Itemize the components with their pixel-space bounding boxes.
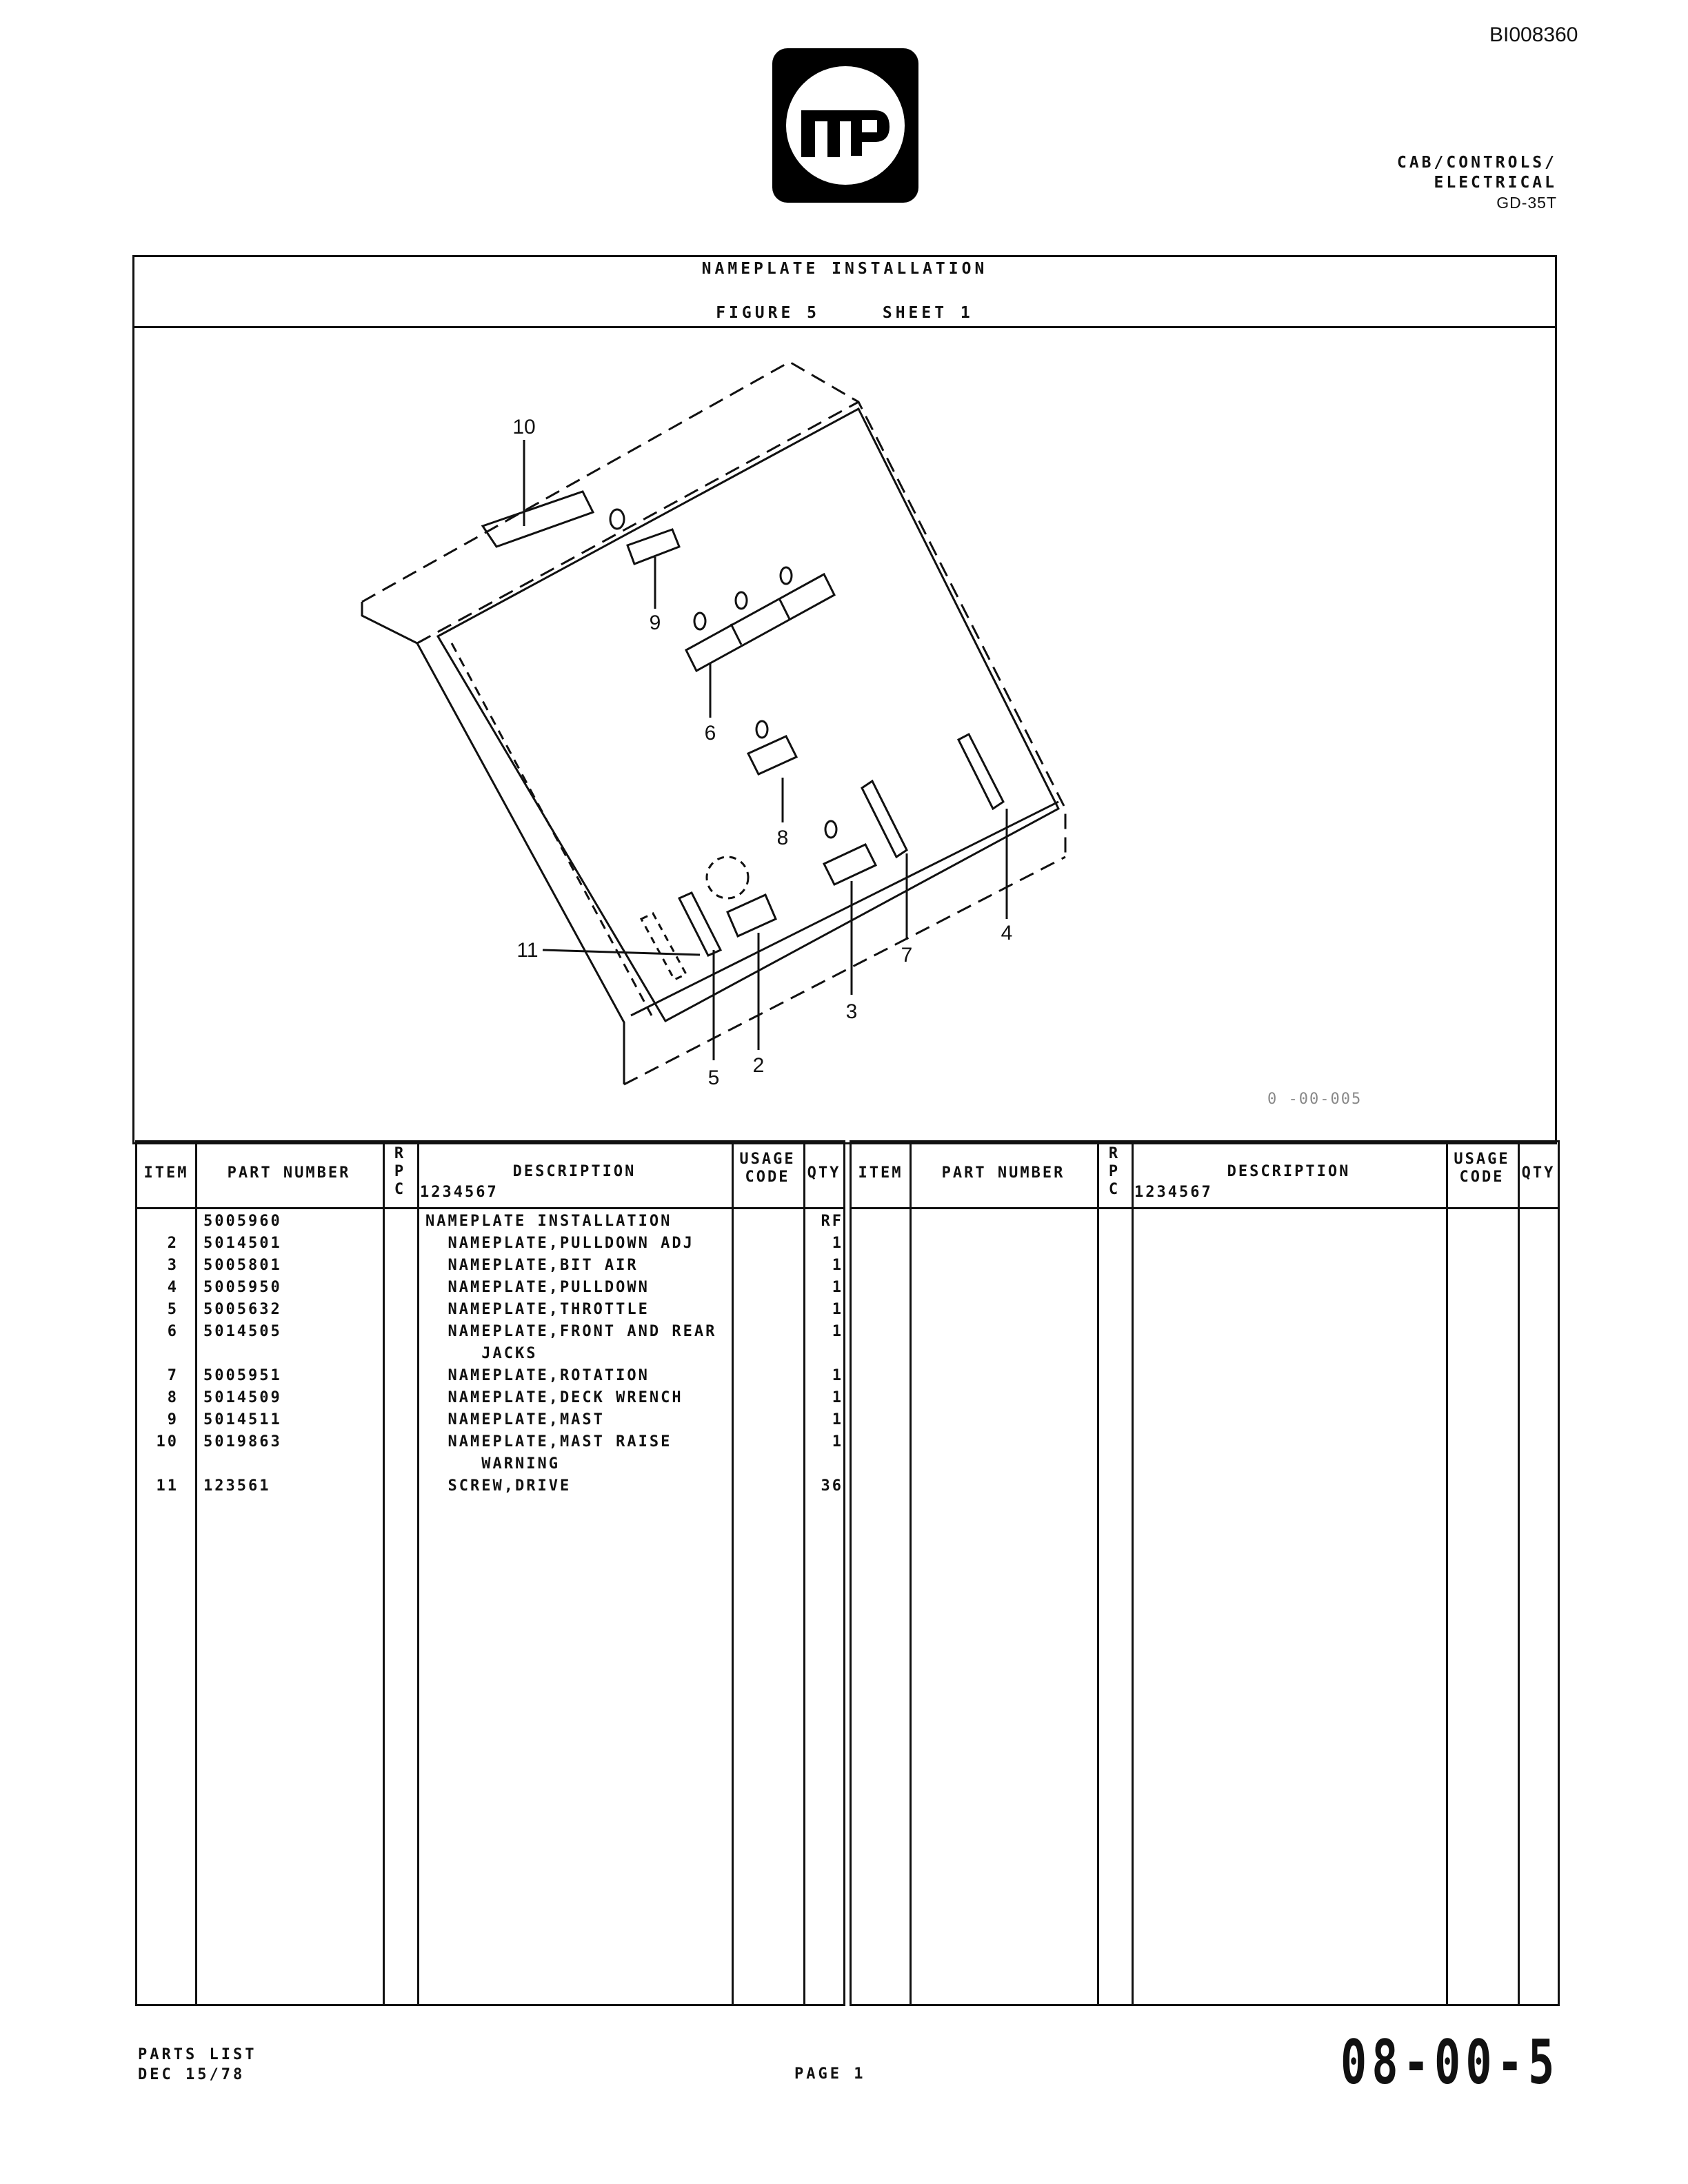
part-number: 5005951 [203, 1367, 282, 1384]
document-id: BI008360 [1489, 23, 1578, 46]
quantity: RF [821, 1213, 843, 1230]
header-rpc: R P C [1108, 1145, 1121, 1198]
figure-frame [132, 255, 1557, 1144]
quantity: 1 [832, 1279, 843, 1296]
description: SCREW,DRIVE [425, 1477, 572, 1495]
parts-table-right [850, 1140, 1560, 2006]
part-number: 5005960 [203, 1213, 282, 1230]
table-row [137, 1433, 843, 1455]
illustration-code: 0 -00-005 [1267, 1091, 1363, 1108]
part-number: 5014511 [203, 1411, 282, 1428]
table-row [137, 1323, 843, 1345]
item-number: 4 [167, 1279, 179, 1296]
description: NAMEPLATE,BIT AIR [425, 1257, 639, 1274]
part-number: 5014505 [203, 1323, 282, 1340]
item-number: 8 [167, 1389, 179, 1406]
description: NAMEPLATE,FRONT AND REAR [425, 1323, 717, 1340]
header-item: ITEM [858, 1164, 903, 1182]
description: NAMEPLATE,THROTTLE [425, 1301, 650, 1318]
description: NAMEPLATE,ROTATION [425, 1367, 650, 1384]
quantity: 1 [832, 1433, 843, 1450]
table-row [137, 1213, 843, 1235]
header-description: DESCRIPTION [1227, 1163, 1351, 1180]
table-row [137, 1411, 843, 1433]
description: NAMEPLATE,MAST RAISE [425, 1433, 672, 1450]
figure-subtitle [134, 304, 1555, 322]
table-row [137, 1279, 843, 1301]
footer-left [138, 2045, 257, 2085]
description: NAMEPLATE,PULLDOWN [425, 1279, 650, 1296]
part-number: 5014501 [203, 1235, 282, 1252]
item-number: 6 [167, 1323, 179, 1340]
figure-title-band [134, 257, 1555, 328]
header-description-sub: 1234567 [1134, 1184, 1213, 1201]
quantity: 1 [832, 1257, 843, 1274]
callout-11: 11 [516, 939, 539, 962]
parts-table-left [135, 1140, 845, 2006]
item-number: 11 [156, 1477, 179, 1495]
header-model: GD-35T [1496, 194, 1557, 212]
exploded-view-drawing [134, 326, 1555, 1142]
header-line1: CAB/CONTROLS/ [1396, 154, 1557, 172]
quantity: 1 [832, 1389, 843, 1406]
description: NAMEPLATE,PULLDOWN ADJ [425, 1235, 694, 1252]
section-header [1397, 153, 1557, 213]
header-rpc: R P C [394, 1145, 406, 1198]
quantity: 1 [832, 1301, 843, 1318]
part-number: 5019863 [203, 1433, 282, 1450]
header-item: ITEM [143, 1164, 189, 1182]
item-number: 5 [167, 1301, 179, 1318]
description: NAMEPLATE,DECK WRENCH [425, 1389, 683, 1406]
quantity: 1 [832, 1235, 843, 1252]
callout-3: 3 [845, 1000, 858, 1023]
callout-8: 8 [776, 827, 789, 849]
callout-6: 6 [704, 722, 716, 745]
table-row [137, 1389, 843, 1411]
table-row [137, 1257, 843, 1279]
table-row [137, 1301, 843, 1323]
quantity: 1 [832, 1367, 843, 1384]
item-number: 2 [167, 1235, 179, 1252]
header-usage-code: USAGE CODE [1454, 1151, 1510, 1186]
part-number: 5005801 [203, 1257, 282, 1274]
table-row [137, 1477, 843, 1499]
header-part-number: PART NUMBER [941, 1164, 1065, 1182]
header-line2: ELECTRICAL [1434, 174, 1557, 192]
callout-2: 2 [752, 1054, 765, 1077]
quantity: 36 [821, 1477, 843, 1495]
table-row [137, 1345, 843, 1367]
sheet-number: SHEET 1 [882, 304, 974, 322]
part-number: 5005632 [203, 1301, 282, 1318]
footer-date: DEC 15/78 [138, 2066, 245, 2083]
item-number: 9 [167, 1411, 179, 1428]
quantity: 1 [832, 1411, 843, 1428]
callout-4: 4 [1001, 922, 1013, 944]
header-qty: QTY [807, 1164, 841, 1182]
figure-number: FIGURE 5 [716, 304, 820, 322]
table-row [137, 1367, 843, 1389]
part-number: 123561 [203, 1477, 271, 1495]
item-number: 7 [167, 1367, 179, 1384]
footer-page: PAGE 1 [794, 2065, 866, 2083]
part-number: 5014509 [203, 1389, 282, 1406]
header-description: DESCRIPTION [512, 1163, 636, 1180]
company-logo [771, 47, 920, 204]
footer-parts-list: PARTS LIST [138, 2046, 257, 2063]
header-description-sub: 1234567 [420, 1184, 499, 1201]
part-number: 5005950 [203, 1279, 282, 1296]
callout-7: 7 [901, 944, 913, 967]
description: JACKS [425, 1345, 538, 1362]
item-number: 3 [167, 1257, 179, 1274]
figure-title: NAMEPLATE INSTALLATION [701, 260, 988, 278]
callout-9: 9 [649, 611, 661, 634]
quantity: 1 [832, 1323, 843, 1340]
footer-section-number: 08-00-5 [1340, 2027, 1560, 2098]
description: NAMEPLATE INSTALLATION [425, 1213, 672, 1230]
description: NAMEPLATE,MAST [425, 1411, 605, 1428]
table-row [137, 1455, 843, 1477]
item-number: 10 [156, 1433, 179, 1450]
header-qty: QTY [1521, 1164, 1556, 1182]
callout-5: 5 [707, 1066, 720, 1089]
description: WARNING [425, 1455, 560, 1473]
header-usage-code: USAGE CODE [739, 1151, 796, 1186]
header-part-number: PART NUMBER [227, 1164, 351, 1182]
callout-10: 10 [512, 416, 536, 438]
table-row [137, 1235, 843, 1257]
